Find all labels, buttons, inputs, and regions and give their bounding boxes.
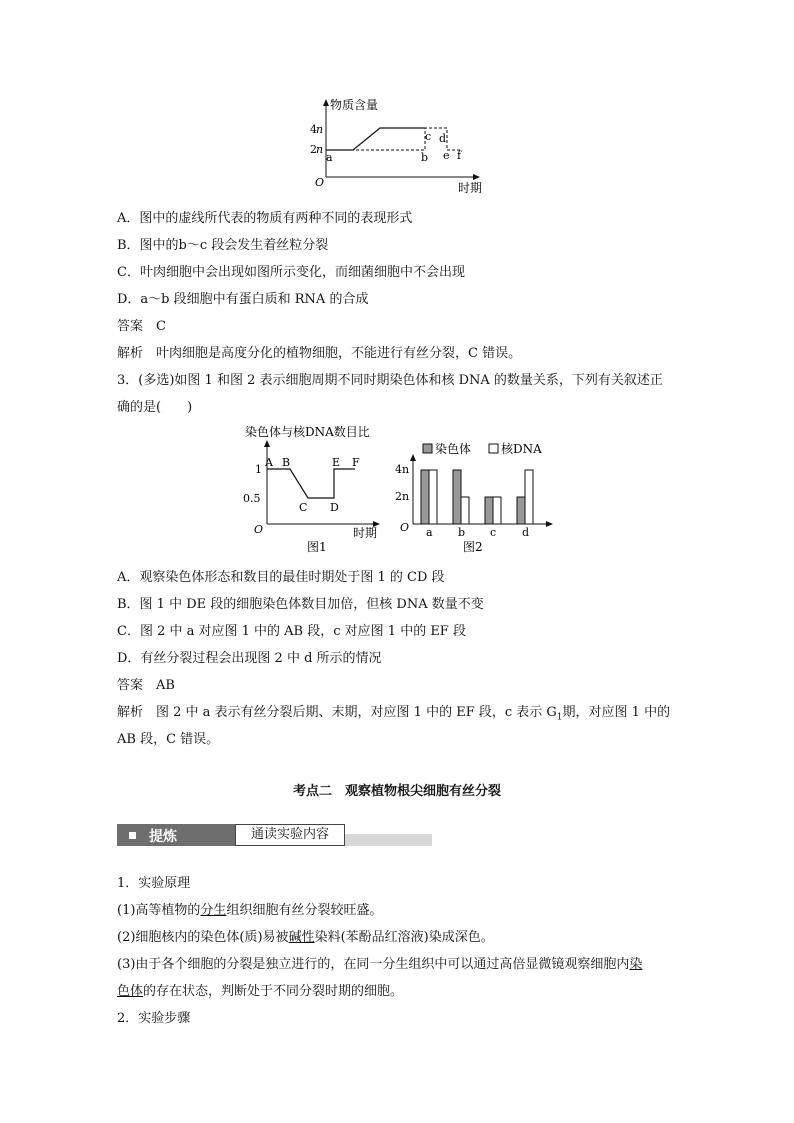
exp-p2-end: 染料(苯酚品红溶液)染成深色。 — [314, 930, 494, 945]
figure-1 — [240, 422, 390, 557]
q2-analysis: 解析 叶肉细胞是高度分化的植物细胞，不能进行有丝分裂，C 错误。 — [117, 346, 522, 361]
q3-analysis-subscript: 1 — [556, 712, 563, 723]
q3-option-d: D．有丝分裂过程会出现图 2 中 d 所示的情况 — [117, 651, 382, 666]
fig2-bars — [421, 470, 533, 524]
fig2-tick-2n: 2n — [395, 490, 410, 503]
top-point-e: e — [443, 149, 450, 162]
fig1-label-b: B — [282, 456, 291, 469]
q3-analysis-part2: 期，对应图 1 中的 — [562, 705, 671, 720]
top-tick-2n-num: 2 — [310, 143, 317, 156]
fig2-caption: 图2 — [463, 540, 483, 554]
top-xlabel: 时期 — [458, 181, 483, 195]
bar-chromosome-b — [453, 470, 461, 524]
q2-option-b: B．图中的b～c 段会发生着丝粒分裂 — [117, 238, 329, 253]
top-point-c: c — [425, 130, 432, 143]
bar-chromosome-d — [517, 497, 525, 524]
fig1-label-a: A — [265, 456, 273, 469]
top-tick-2n-n: n — [316, 143, 324, 156]
exp-p1-underlined: 分生 — [200, 903, 227, 918]
exp-principle-3-line1 — [117, 953, 642, 972]
fig2-xtick-d: d — [522, 526, 530, 539]
exp-p3-start: (3)由于各个细胞的分裂是独立进行的，在同一分生组织中可以通过高倍显微镜观察细胞内 — [117, 957, 630, 972]
fig1-label-f: F — [352, 456, 360, 469]
exp-p2-underlined: 碱性 — [288, 930, 315, 945]
section-title: 考点二 观察植物根尖细胞有丝分裂 — [292, 784, 501, 799]
banner-label: 提炼 — [149, 829, 177, 845]
bar-dna-d — [525, 470, 533, 524]
fig2-origin: O — [400, 521, 410, 534]
fig2-y-arrow — [410, 454, 416, 461]
q3-analysis-line2: AB 段，C 错误。 — [117, 732, 220, 747]
q2-answer: 答案 C — [117, 319, 166, 334]
fig1-y-arrow — [264, 440, 270, 447]
legend-chrom-label: 染色体 — [435, 442, 472, 456]
fig2-tick-4n: 4n — [395, 463, 410, 476]
exp-p3-underlined: 染 — [629, 957, 643, 972]
q3-stem-line2: 确的是( ) — [117, 400, 193, 415]
top-point-f: f — [457, 149, 462, 162]
top-x-arrow — [473, 174, 480, 180]
exp-heading-2: 2．实验步骤 — [117, 1011, 191, 1026]
exp-heading-1: 1．实验原理 — [117, 876, 191, 891]
q2-option-d: D．a～b 段细胞中有蛋白质和 RNA 的合成 — [117, 292, 369, 307]
top-y-arrow — [323, 99, 329, 106]
top-origin: O — [315, 176, 325, 189]
exp-principle-2 — [117, 926, 494, 945]
exp-p1-start: (1)高等植物的 — [117, 903, 201, 918]
top-solid-series — [326, 128, 425, 150]
fig1-label-c: C — [299, 501, 308, 514]
fig2-xtick-c: c — [490, 526, 497, 539]
legend-dna-label: 核DNA — [501, 442, 542, 456]
exp-p3-line2-underlined: 色体 — [117, 984, 144, 999]
fig1-origin: O — [254, 523, 264, 536]
q3-option-c: C．图 2 中 a 对应图 1 中的 AB 段，c 对应图 1 中的 EF 段 — [117, 624, 466, 639]
q3-option-b: B．图 1 中 DE 段的细胞染色体数目加倍，但核 DNA 数量不变 — [117, 597, 484, 612]
section-banner — [117, 824, 432, 850]
top-point-a: a — [326, 151, 333, 164]
top-tick-4n-n: n — [316, 123, 324, 136]
q2-option-c: C．叶肉细胞中会出现如图所示变化，而细菌细胞中不会出现 — [117, 265, 465, 280]
bar-dna-c — [493, 497, 501, 524]
fig1-label-e: E — [332, 456, 341, 469]
q3-analysis-line1 — [117, 701, 670, 723]
q3-option-a: A．观察染色体形态和数目的最佳时期处于图 1 的 CD 段 — [117, 570, 445, 585]
fig1-tick-05: 0.5 — [243, 492, 261, 505]
top-tick-4n-num: 4 — [310, 123, 317, 136]
exp-principle-1 — [117, 899, 382, 918]
top-ylabel: 物质含量 — [330, 98, 379, 112]
fig1-caption: 图1 — [307, 540, 327, 554]
bar-dna-b — [461, 497, 469, 524]
bar-dna-a — [429, 470, 437, 524]
exp-principle-3-line2 — [117, 980, 403, 999]
fig2-xticks — [426, 526, 529, 539]
fig2-xtick-b: b — [458, 526, 466, 539]
legend-chrom-swatch — [423, 444, 432, 453]
bar-chromosome-a — [421, 470, 429, 524]
exp-p2-start: (2)细胞核内的染色体(质)易被 — [117, 930, 289, 945]
top-point-b: b — [421, 151, 429, 164]
fig1-xlabel: 时期 — [353, 526, 378, 540]
figure-2 — [393, 436, 558, 556]
bar-chromosome-c — [485, 497, 493, 524]
q2-option-a: A．图中的虚线所代表的物质有两种不同的表现形式 — [117, 211, 413, 226]
fig2-xtick-a: a — [426, 526, 433, 539]
banner-box-label: 通读实验内容 — [235, 824, 345, 846]
fig1-title: 染色体与核DNA数目比 — [245, 425, 370, 439]
top-figure — [300, 95, 500, 195]
q3-stem-line1: 3．(多选)如图 1 和图 2 表示细胞周期不同时期染色体和核 DNA 的数量关系，下列有关叙述正 — [117, 373, 663, 388]
fig2-x-arrow — [546, 521, 553, 527]
exp-p1-end: 组织细胞有丝分裂较旺盛。 — [226, 903, 383, 918]
banner-bullet-icon — [129, 832, 136, 839]
q3-answer: 答案 AB — [117, 678, 175, 693]
fig1-tick-1: 1 — [255, 463, 262, 476]
fig1-label-d: D — [330, 501, 339, 514]
exp-p3-line2-end: 的存在状态，判断处于不同分裂时期的细胞。 — [143, 984, 404, 999]
q3-analysis-part1: 解析 图 2 中 a 表示有丝分裂后期、末期，对应图 1 中的 EF 段，c 表示 G — [117, 705, 557, 720]
fig1-series-line — [267, 469, 355, 498]
legend-dna-swatch — [489, 444, 498, 453]
top-point-d: d — [439, 132, 447, 145]
